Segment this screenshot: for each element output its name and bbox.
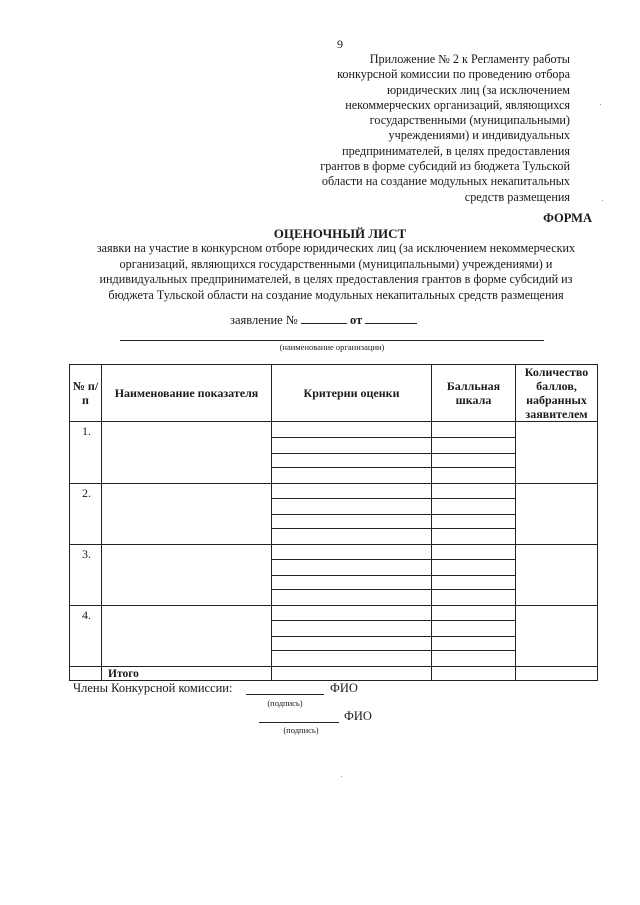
application-number-label: заявление № xyxy=(230,313,298,327)
scale-cell[interactable] xyxy=(432,499,516,515)
row-number: 1. xyxy=(70,422,102,484)
scale-cell[interactable] xyxy=(432,422,516,438)
appendix-line: предпринимателей, в целях предоставления xyxy=(342,143,570,158)
points-cell[interactable] xyxy=(516,606,598,667)
scale-cell[interactable] xyxy=(432,576,516,590)
subtitle-line: бюджета Тульской области на создание модульных некапитальных средств размещения xyxy=(108,287,564,302)
criteria-cell[interactable] xyxy=(272,560,432,576)
appendix-line: Приложение № 2 к Регламенту работы xyxy=(369,52,570,66)
signature-caption: (подпись) xyxy=(267,698,303,708)
table-row xyxy=(70,422,598,438)
appendix-line: средств размещения xyxy=(464,189,570,204)
scale-cell[interactable] xyxy=(432,621,516,637)
appendix-header xyxy=(290,52,570,205)
criteria-cell[interactable] xyxy=(272,606,432,621)
signature-field[interactable] xyxy=(246,694,324,695)
scan-speck xyxy=(600,104,601,105)
header-indicator: Наименование показателя xyxy=(102,365,272,422)
appendix-line: конкурсной комиссии по проведению отбора xyxy=(337,67,570,82)
scale-cell[interactable] xyxy=(432,590,516,606)
table-row xyxy=(70,484,598,499)
criteria-cell[interactable] xyxy=(272,499,432,515)
form-label: ФОРМА xyxy=(543,211,592,225)
scan-speck xyxy=(602,200,603,201)
criteria-cell[interactable] xyxy=(272,637,432,651)
organization-name-caption: (наименование организации) xyxy=(279,342,385,352)
row-number: 3. xyxy=(70,545,102,606)
subtitle-line: заявки на участие в конкурсном отборе юридических лиц (за исключением некоммерческих xyxy=(96,241,576,255)
scale-cell[interactable] xyxy=(432,560,516,576)
appendix-line: области на создание модульных некапитальных xyxy=(321,174,570,189)
appendix-line: государственными (муниципальными) xyxy=(369,113,570,128)
application-date-label: от xyxy=(350,313,363,327)
criteria-cell[interactable] xyxy=(272,545,432,560)
criteria-cell[interactable] xyxy=(272,422,432,438)
appendix-line: грантов в форме субсидий из бюджета Тульской xyxy=(320,159,570,174)
fio-label: ФИО xyxy=(344,709,372,723)
points-cell[interactable] xyxy=(516,422,598,484)
table-row xyxy=(70,545,598,560)
scale-cell[interactable] xyxy=(432,454,516,468)
header-points: Количество баллов, набранных заявителем xyxy=(516,365,598,422)
scale-cell[interactable] xyxy=(432,637,516,651)
indicator-cell[interactable] xyxy=(102,545,272,606)
scale-cell[interactable] xyxy=(432,484,516,499)
header-number: № п/п xyxy=(70,365,102,422)
indicator-cell[interactable] xyxy=(102,484,272,545)
criteria-cell[interactable] xyxy=(272,515,432,529)
total-criteria-cell xyxy=(272,667,432,681)
page-number: 9 xyxy=(337,37,343,51)
appendix-line: некоммерческих организаций, являющихся xyxy=(345,97,570,112)
document-subtitle xyxy=(70,241,602,303)
application-date-field[interactable] xyxy=(365,322,417,324)
total-number-cell xyxy=(70,667,102,681)
criteria-cell[interactable] xyxy=(272,484,432,499)
criteria-cell[interactable] xyxy=(272,621,432,637)
commission-members-label: Члены Конкурсной комиссии: xyxy=(73,681,233,695)
table-header-row xyxy=(70,365,598,422)
signature-field[interactable] xyxy=(259,722,339,723)
total-points-cell[interactable] xyxy=(516,667,598,681)
criteria-cell[interactable] xyxy=(272,576,432,590)
scale-cell[interactable] xyxy=(432,651,516,667)
criteria-cell[interactable] xyxy=(272,468,432,484)
document-title: ОЦЕНОЧНЫЙ ЛИСТ xyxy=(273,226,407,241)
points-cell[interactable] xyxy=(516,484,598,545)
criteria-cell[interactable] xyxy=(272,590,432,606)
header-scale: Балльная шкала xyxy=(432,365,516,422)
indicator-cell[interactable] xyxy=(102,422,272,484)
header-criteria: Критерии оценки xyxy=(272,365,432,422)
appendix-line: учреждениями) и индивидуальных xyxy=(388,128,570,143)
total-label: Итого xyxy=(102,667,272,681)
scale-cell[interactable] xyxy=(432,545,516,560)
criteria-cell[interactable] xyxy=(272,454,432,468)
criteria-cell[interactable] xyxy=(272,651,432,667)
subtitle-line: организаций, являющихся государственными (муниципальными) учреждениями) и xyxy=(119,256,553,271)
row-number: 2. xyxy=(70,484,102,545)
subtitle-line: индивидуальных предпринимателей, в целях предоставления грантов в форме субсидий из xyxy=(99,272,573,287)
table-row xyxy=(70,606,598,621)
indicator-cell[interactable] xyxy=(102,606,272,667)
scale-cell[interactable] xyxy=(432,529,516,545)
scale-cell[interactable] xyxy=(432,515,516,529)
application-line xyxy=(230,313,417,328)
total-scale-cell xyxy=(432,667,516,681)
criteria-cell[interactable] xyxy=(272,438,432,454)
fio-label: ФИО xyxy=(330,681,358,695)
points-cell[interactable] xyxy=(516,545,598,606)
signature-caption: (подпись) xyxy=(283,725,319,735)
total-row xyxy=(70,667,598,681)
scan-speck xyxy=(341,776,342,777)
application-number-field[interactable] xyxy=(301,322,347,324)
organization-name-field[interactable] xyxy=(120,340,544,341)
scale-cell[interactable] xyxy=(432,438,516,454)
row-number: 4. xyxy=(70,606,102,667)
scale-cell[interactable] xyxy=(432,606,516,621)
appendix-line: юридических лиц (за исключением xyxy=(386,82,570,97)
evaluation-table xyxy=(69,364,598,681)
scale-cell[interactable] xyxy=(432,468,516,484)
criteria-cell[interactable] xyxy=(272,529,432,545)
